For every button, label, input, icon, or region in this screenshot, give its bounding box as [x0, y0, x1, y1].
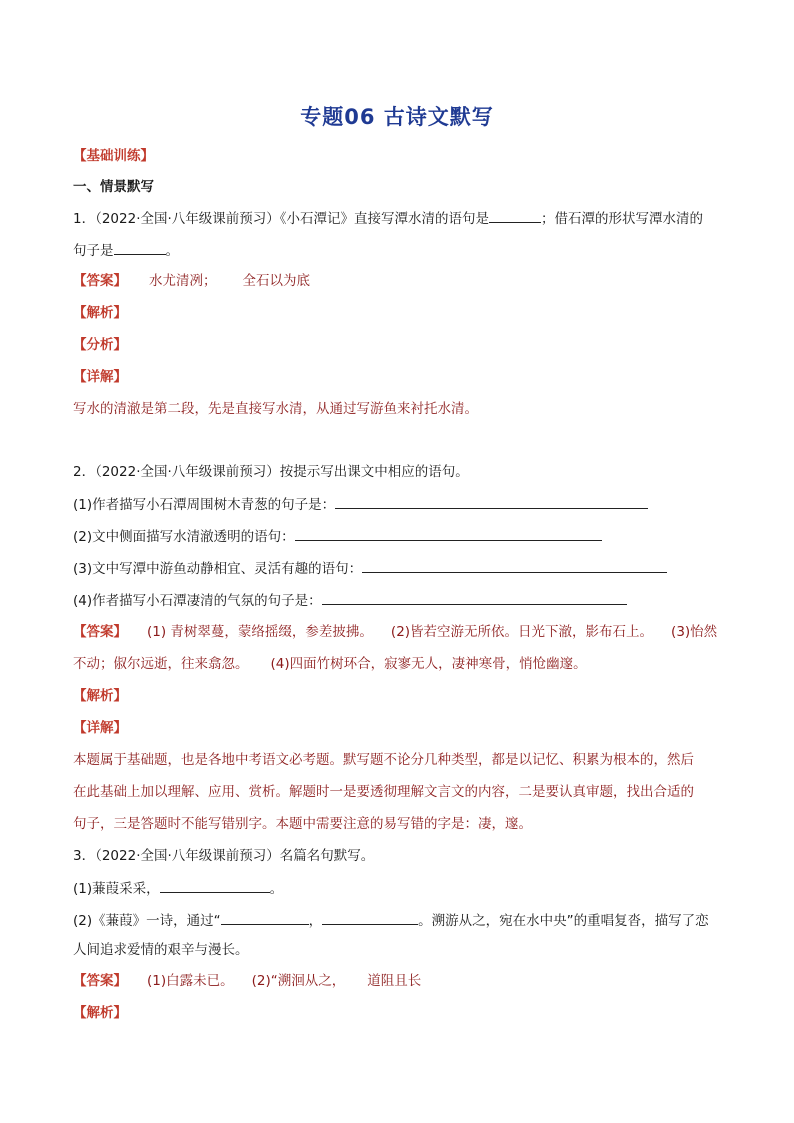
q2-item-3 [73, 558, 667, 579]
q2-detail-tag: 【详解】 [73, 720, 127, 736]
q2-item-4-text: (4)作者描写小石潭凄清的气氛的句子是： [73, 593, 322, 609]
q2-item-1-text: (1)作者描写小石潭周围树木青葱的句子是： [73, 497, 336, 513]
q1-blank-1 [489, 208, 541, 223]
q1-analysis-tag: 【解析】 [73, 305, 127, 321]
q3-item-2-line2: 人间追求爱情的艰辛与漫长。 [73, 942, 249, 958]
q1-stem-text-c: 句子是 [73, 243, 114, 259]
q1-answer [73, 271, 310, 291]
q3-item-2-text-c: 。溯游从之，宛在水中央”的重唱复沓，描写了恋 [418, 913, 709, 929]
q2-answer-3-start: (3)怡然 [671, 624, 718, 640]
q3-item-1 [73, 878, 283, 899]
q2-blank-2 [295, 526, 602, 541]
q3-analysis-tag: 【解析】 [73, 1005, 127, 1021]
q2-item-2-text: (2)文中侧面描写水清澈透明的语句： [73, 529, 295, 545]
q2-blank-4 [322, 590, 627, 605]
q1-stem-text-d: 。 [165, 243, 179, 259]
q2-answer-1: (1) 青树翠蔓，蒙络摇缀，参差披拂。 [147, 624, 373, 640]
q2-answer-4: (4)四面竹树环合，寂寥无人，凄神寒骨，悄怆幽邃。 [270, 656, 587, 672]
q2-stem: 2．（2022·全国·八年级课前预习）按提示写出课文中相应的语句。 [73, 464, 469, 480]
q1-stem-line2 [73, 240, 179, 261]
q2-blank-1 [335, 494, 648, 509]
q2-item-3-text: (3)文中写潭中游鱼动静相宜、灵活有趣的语句： [73, 561, 363, 577]
q2-item-1 [73, 494, 648, 515]
q2-detail-line2: 在此基础上加以理解、应用、赏析。解题时一是要透彻理解文言文的内容，二是要认真审题，找出合适的 [73, 784, 694, 800]
page-title: 专题06 古诗文默写 [300, 105, 494, 129]
q1-stem-line1 [73, 208, 703, 229]
q1-answer-2: 全石以为底 [242, 273, 310, 289]
q3-item-2 [73, 910, 709, 931]
q2-blank-3 [362, 558, 667, 573]
q2-item-4 [73, 590, 627, 611]
q1-fenxi-tag: 【分析】 [73, 337, 127, 353]
q2-analysis-tag: 【解析】 [73, 688, 127, 704]
q3-answer-tag: 【答案】 [73, 973, 127, 989]
q2-detail-line1: 本题属于基础题，也是各地中考语文必考题。默写题不论分几种类型，都是以记忆、积累为根本的，然后 [73, 752, 694, 768]
q2-answer-line2 [73, 654, 587, 674]
section-tag: 【基础训练】 [73, 148, 154, 164]
q2-detail-line3: 句子，三是答题时不能写错别字。本题中需要注意的易写错的字是：凄，邃。 [73, 816, 532, 832]
q3-item-1-text: (1)蒹葭采采， [73, 881, 160, 897]
q1-stem-text-a: 1．（2022·全国·八年级课前预习）《小石潭记》直接写潭水清的语句是 [73, 211, 490, 227]
q3-blank-3 [322, 910, 418, 925]
q3-blank-2 [221, 910, 309, 925]
q3-item-2-text-a: (2)《蒹葭》一诗，通过“ [73, 913, 221, 929]
q2-answer-line1 [73, 622, 717, 642]
q2-item-2 [73, 526, 602, 547]
q2-answer-tag: 【答案】 [73, 624, 127, 640]
q2-answer-3-end: 不动；俶尔远逝，往来翕忽。 [73, 656, 249, 672]
section-heading: 一、情景默写 [73, 179, 154, 195]
q1-blank-2 [114, 240, 166, 255]
q3-answer-3: 道阻且长 [367, 973, 422, 989]
q1-answer-tag: 【答案】 [73, 273, 127, 289]
q1-detail-text: 写水的清澈是第二段，先是直接写水清，从通过写游鱼来衬托水清。 [73, 401, 478, 417]
q3-answer-2: (2)“溯洄从之， [251, 973, 346, 989]
q3-stem: 3．（2022·全国·八年级课前预习）名篇名句默写。 [73, 848, 375, 864]
q3-blank-1 [160, 878, 270, 893]
q1-answer-1: 水尤清冽； [149, 273, 217, 289]
q3-item-1-end: 。 [269, 881, 284, 897]
q3-answer-1: (1)白露未已。 [147, 973, 234, 989]
q1-detail-tag: 【详解】 [73, 369, 127, 385]
q3-answer [73, 971, 421, 991]
q3-item-2-comma: ， [308, 913, 323, 929]
q2-answer-2: (2)皆若空游无所依。日光下澈，影布石上。 [390, 624, 654, 640]
q1-stem-text-b: ；借石潭的形状写潭水清的 [541, 211, 704, 227]
